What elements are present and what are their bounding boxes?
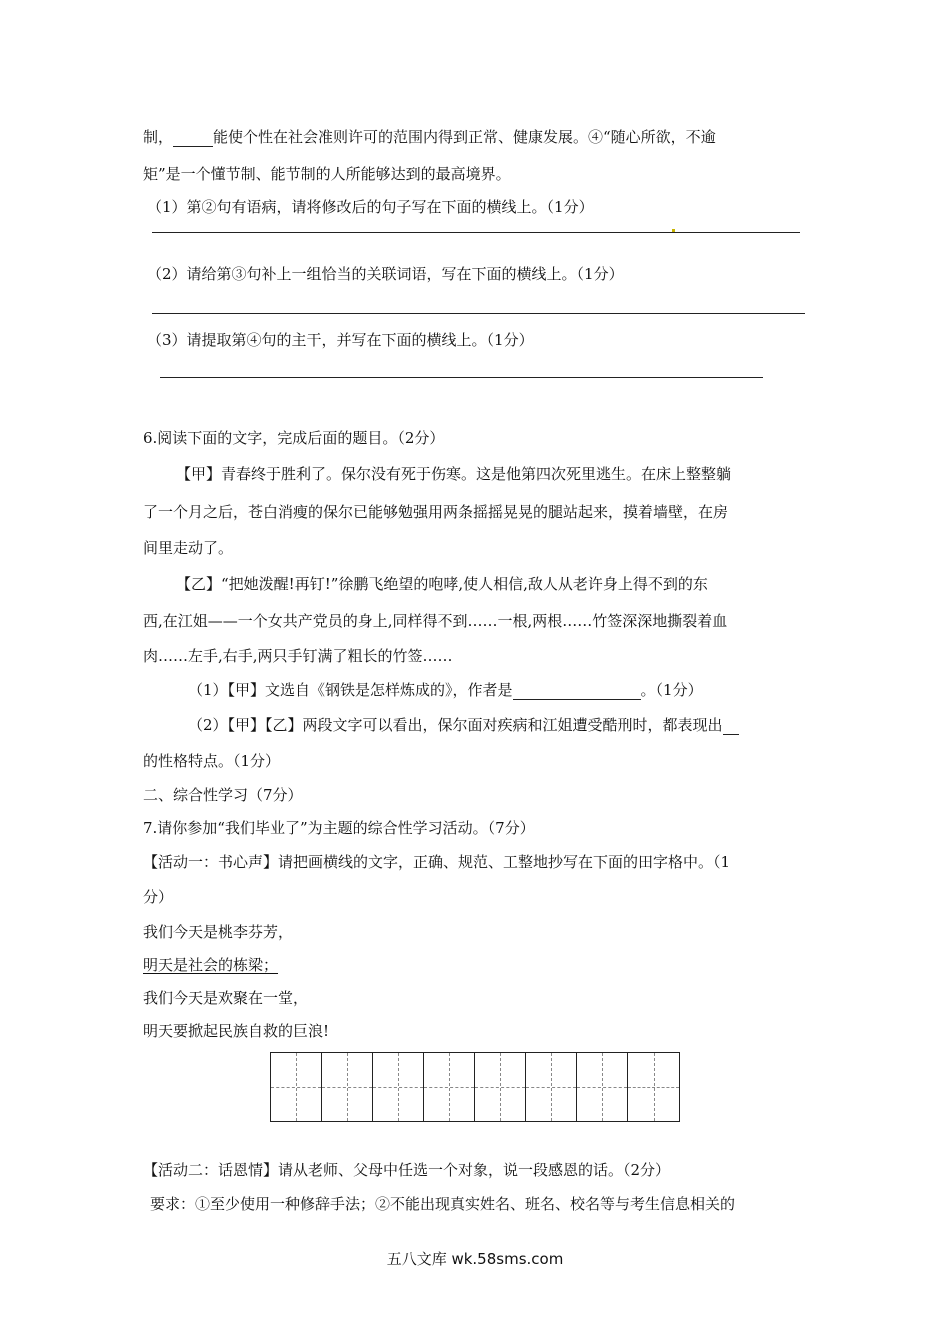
grid-cell[interactable] [271,1053,322,1121]
q6-yi-line1: 【乙】“把她泼醒!再钉!”徐鹏飞绝望的咆哮,使人相信,敌人从老许身上得不到的东 [176,575,708,593]
activity1-line2: 分） [143,888,174,906]
q5-sub2-answer-line[interactable] [152,313,805,314]
grid-cell[interactable] [424,1053,475,1121]
q6-sub2-line2: 的性格特点。（1分） [143,752,281,770]
grid-cell[interactable] [373,1053,424,1121]
grid-cell[interactable] [577,1053,628,1121]
poem-line-4: 明天要掀起民族自救的巨浪! [143,1022,330,1040]
stray-mark [672,229,675,232]
q6-sub2-text: （2）【甲】【乙】两段文字可以看出，保尔面对疾病和江姐遭受酷刑时，都表现出 [188,716,723,734]
grid-cell[interactable] [526,1053,577,1121]
q5-sub3: （3）请提取第④句的主干，并写在下面的横线上。（1分） [147,331,534,349]
poem-line-2: 明天是社会的栋梁； [143,956,279,974]
q5-line1-pre: 制， [143,128,174,146]
q5-blank-conjunction[interactable] [173,130,213,147]
grid-cell[interactable] [322,1053,373,1121]
grid-cell[interactable] [628,1053,679,1121]
q6-yi-line2: 西,在江姐——一个女共产党员的身上,同样得不到……一根,两根……竹签深深地撕裂着血 [143,612,728,630]
tianzige-grid[interactable] [270,1052,680,1122]
activity1-line1: 【活动一：书心声】请把画横线的文字，正确、规范、工整地抄写在下面的田字格中。（1 [143,853,731,871]
section2-title: 二、综合性学习（7分） [143,786,303,804]
grid-cell[interactable] [475,1053,526,1121]
q5-sub2: （2）请给第③句补上一组恰当的关联词语，写在下面的横线上。（1分） [147,265,624,283]
q6-sub1 [188,680,703,700]
q6-sub1-post: 。（1分） [640,681,703,699]
q6-author-blank[interactable] [513,683,641,700]
activity2: 【活动二：话恩情】请从老师、父母中任选一个对象，说一段感恩的话。（2分） [143,1161,671,1179]
q6-jia-line1: 【甲】青春终于胜利了。保尔没有死于伤寒。这是他第四次死里逃生。在床上整整躺 [176,465,732,483]
q6-jia-line2: 了一个月之后，苍白消瘦的保尔已能够勉强用两条摇摇晃晃的腿站起来，摸着墙壁，在房 [143,503,729,521]
q6-title: 6.阅读下面的文字，完成后面的题目。（2分） [143,429,445,447]
q6-sub2-line1 [188,715,739,735]
q6-trait-blank[interactable] [723,718,739,735]
q5-sub1: （1）第②句有语病，请将修改后的句子写在下面的横线上。（1分） [147,198,594,216]
q5-line1-post: 能使个性在社会准则许可的范围内得到正常、健康发展。④“随心所欲，不逾 [213,128,716,146]
q6-jia-line3: 间里走动了。 [143,539,234,557]
q5-line2: 矩”是一个懂节制、能节制的人所能够达到的最高境界。 [143,165,511,183]
footer-watermark: 五八文库 wk.58sms.com [386,1250,564,1268]
q6-yi-line3: 肉……左手,右手,两只手钉满了粗长的竹签…… [143,647,453,665]
q5-line1 [143,127,716,147]
q5-sub1-answer-line[interactable] [152,232,800,233]
q5-sub3-answer-line[interactable] [160,377,763,378]
q7-title: 7.请你参加“我们毕业了”为主题的综合性学习活动。（7分） [143,819,535,837]
poem-line-3: 我们今天是欢聚在一堂， [143,989,309,1007]
activity2-requirements: 要求：①至少使用一种修辞手法；②不能出现真实姓名、班名、校名等与考生信息相关的 [150,1195,736,1213]
poem-line-1: 我们今天是桃李芬芳， [143,923,294,941]
q6-sub1-pre: （1）【甲】文选自《钢铁是怎样炼成的》，作者是 [188,681,513,699]
